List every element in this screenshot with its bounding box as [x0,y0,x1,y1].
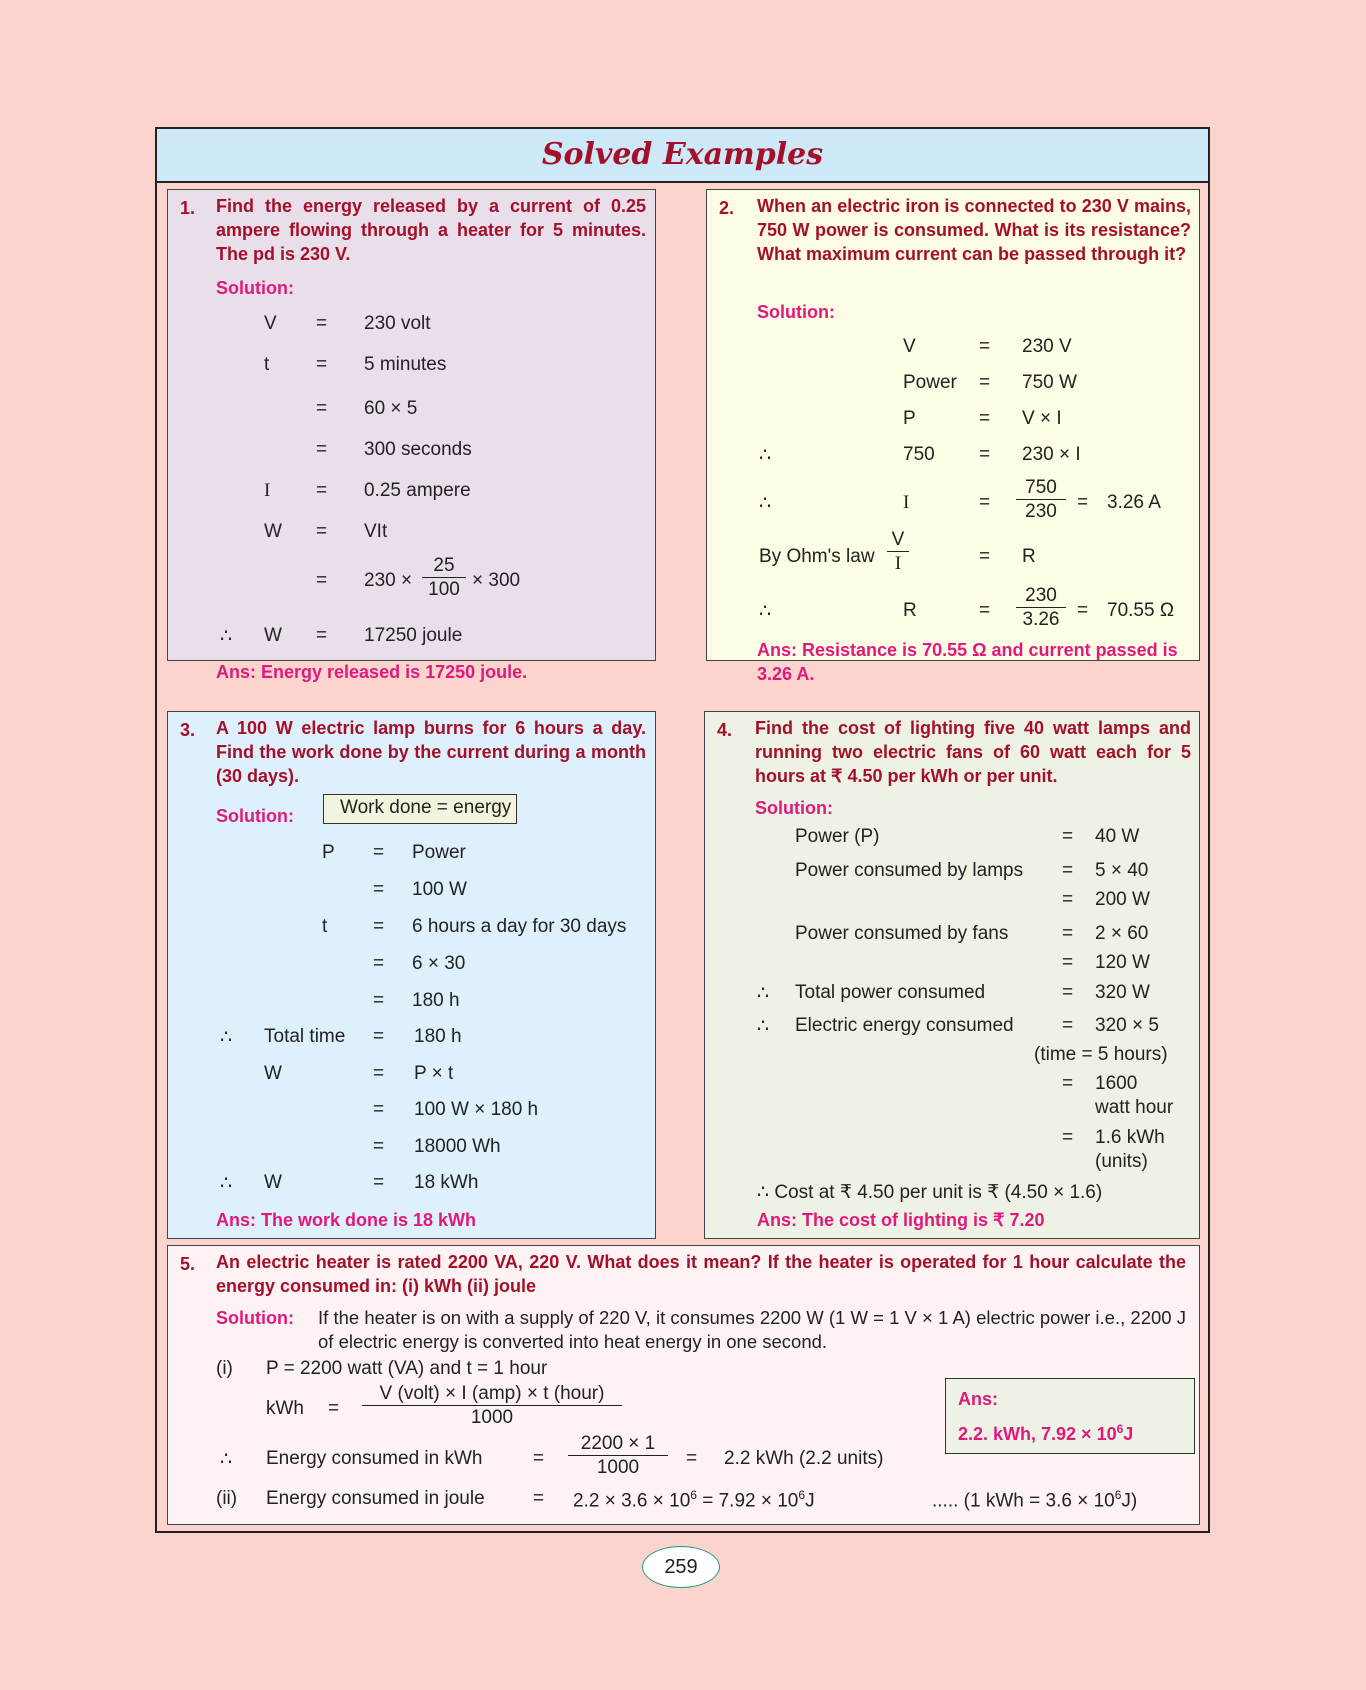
example-5-number: 5. [180,1254,196,1274]
ex1-row-rhs: 5 minutes [364,354,447,375]
ex5-energy-kwh-lhs: Energy consumed in kWh [266,1448,483,1469]
ex5-part-ii-eq: = [533,1488,545,1509]
ex2-row-eq: = [979,336,991,357]
therefore-symbol: ∴ [757,1016,770,1037]
ex4-row-rhs: 2 × 60 [1095,923,1149,944]
example-3-question: A 100 W electric lamp burns for 6 hours a day. Find the work done by the current during a month (30 days). [216,718,646,786]
ex5-part-ii-expr3: J [805,1490,815,1512]
ex4-row-lhs: Power (P) [795,826,880,847]
ex1-row-rhs: 230 volt [364,313,431,334]
ex1-row-lhs: V [264,313,277,334]
ex3-row-rhs: 180 h [412,990,460,1011]
ex1-frac-den: 100 [428,579,460,600]
ex2-row-eq: = [979,408,991,429]
ex1-row-eq: = [316,439,328,460]
therefore-symbol: ∴ [759,445,772,466]
ex3-total-time-eq: = [373,1026,385,1047]
example-2-box [706,189,1200,684]
ex2-current-fraction [1016,476,1066,523]
ex1-row-rhs: 60 × 5 [364,398,418,419]
example-4-box [704,711,1200,1239]
ex5-part-ii-note-exp: 6 [1114,1488,1122,1502]
ex5-answer-box [945,1378,1195,1454]
example-4-answer: Ans: The cost of lighting is ₹ 7.20 [757,1210,1045,1230]
page-title: Solved Examples [541,137,824,172]
ex2-row-lhs: P [903,408,916,429]
ex4-row-lhs: Power consumed by fans [795,923,1009,944]
ex3-row-eq: = [373,842,385,863]
ex5-part-ii-note2: J) [1121,1490,1138,1512]
ex5-part-ii-note [932,1488,1137,1512]
ex4-time-note: (time = 5 hours) [1034,1044,1168,1065]
example-2-solution-label: Solution: [757,302,835,322]
ex3-row-eq: = [373,953,385,974]
ex2-row-rhs: 750 W [1022,372,1077,393]
ex4-row-eq: = [1062,1015,1074,1036]
ex5-kwh-den: 1000 [470,1407,514,1428]
ex1-row-lhs: I [264,480,271,501]
ex1-frac-eq: = [316,570,328,591]
ex2-ohm-eq: = [979,546,991,567]
ex5-part-i-text: P = 2200 watt (VA) and t = 1 hour [266,1358,548,1379]
ex5-answer-label: Ans: [958,1389,998,1409]
example-3-answer: Ans: The work done is 18 kWh [216,1210,477,1230]
example-3-box [167,711,656,1239]
ex2-ohm-num: V [887,528,909,552]
ex3-row-rhs: 100 W [412,879,467,900]
ex2-row-eq: = [979,444,991,465]
ex2-row-lhs: Power [903,372,957,393]
ex3-work-lhs: W [264,1063,282,1084]
therefore-symbol: ∴ [757,983,770,1004]
ex2-resist-den: 3.26 [1022,609,1060,630]
ex5-part-ii-exp2: 6 [798,1488,806,1502]
ex4-row-eq: = [1062,952,1074,973]
ex2-resist-result: 70.55 Ω [1107,600,1175,621]
ex3-total-time-rhs: 180 h [414,1026,462,1047]
ex1-row-eq: = [316,480,328,501]
ex3-row-rhs: 6 × 30 [412,953,466,974]
ex5-part-ii-expr2: = 7.92 × 10 [702,1490,799,1512]
page-number: 259 [642,1546,720,1588]
ex5-energy-kwh-num: 2200 × 1 [568,1432,668,1456]
ex2-resist-fraction [1016,584,1066,631]
ex3-work-eq: = [373,1172,385,1193]
ex4-energy2-eq: = [1062,1127,1074,1148]
solved-examples-frame [155,127,1210,1533]
example-1-answer: Ans: Energy released is 17250 joule. [216,662,528,682]
ex3-work-rhs: P × t [414,1063,454,1084]
ex5-kwh-lhs: kWh [266,1398,304,1419]
ex4-row-lhs: Total power consumed [795,982,986,1003]
ex5-energy-kwh-result: 2.2 kWh (2.2 units) [724,1448,884,1469]
ex3-work-eq: = [373,1136,385,1157]
ex1-frac-post: × 300 [472,570,521,591]
example-5-box [167,1245,1200,1525]
example-4-number: 4. [717,720,733,740]
example-2-question: When an electric iron is connected to 230 V mains, 750 W power is consumed. What is its resistance? What maximum current can be passed through it? [757,196,1191,264]
ex5-part-ii-label: (ii) [216,1488,238,1509]
ex3-work-lhs: W [264,1172,282,1193]
ex4-energy2-rhs: 1.6 kWh [1095,1127,1165,1148]
ex3-work-rhs: 18000 Wh [414,1136,501,1157]
ex4-row-eq: = [1062,860,1074,881]
ex2-row-lhs: V [903,336,916,357]
ex5-answer-text: 2.2. kWh, 7.92 × 10 [958,1424,1117,1444]
ex4-energy1-unit: watt hour [1095,1097,1174,1118]
ex5-part-ii-note1: ..... (1 kWh = 3.6 × 10 [932,1490,1115,1512]
ex2-ohm-den: I [894,553,902,574]
therefore-symbol: ∴ [759,493,772,514]
ex4-row-eq: = [1062,923,1074,944]
ex2-row-eq: = [979,372,991,393]
ex1-row-rhs: 0.25 ampere [364,480,471,501]
example-3-solution-label: Solution: [216,806,294,826]
ex1-frac-pre: 230 × [364,570,413,591]
ex5-energy-kwh-den: 1000 [596,1457,640,1478]
ex2-ohm-fraction [887,528,909,575]
ex3-work-rhs: 100 W × 180 h [414,1099,539,1120]
example-1-question: Find the energy released by a current of 0.25 ampere flowing through a heater for 5 minutes. The pd is 230 V. [216,196,646,264]
ex4-energy1-eq: = [1062,1073,1074,1094]
example-5-solution-text: If the heater is on with a supply of 220 V, it consumes 2200 W (1 W = 1 V × 1 A) electric power i.e., 2200 J of electric energy is converted into heat energy in one second. [318,1307,1186,1352]
ex4-row-rhs: 200 W [1095,889,1150,910]
ex1-row-rhs: 300 seconds [364,439,472,460]
ex3-row-lhs: t [322,916,328,937]
example-1-number: 1. [180,198,196,218]
therefore-symbol: ∴ [220,1173,233,1194]
ex3-boxed-statement: Work done = energy [323,794,517,824]
ex2-row-rhs: 230 × I [1022,444,1081,465]
ex1-row-lhs: t [264,354,270,375]
ex1-row-eq: = [316,521,328,542]
ex1-row-eq: = [316,354,328,375]
ex2-row-lhs: 750 [903,444,935,465]
ex2-current-num: 750 [1016,476,1066,500]
ex2-current-eq: = [979,492,991,513]
ex5-part-i-label: (i) [216,1358,233,1379]
ex5-answer-exp: 6 [1116,1422,1124,1436]
ex3-row-eq: = [373,990,385,1011]
ex1-final-rhs: 17250 joule [364,625,463,646]
ex3-row-eq: = [373,916,385,937]
ex4-energy2-unit: (units) [1095,1151,1148,1172]
ex3-total-time-lhs: Total time [264,1026,346,1047]
ex2-resist-num: 230 [1016,584,1066,608]
ex1-final-lhs: W [264,625,282,646]
example-2-number: 2. [719,198,735,218]
therefore-symbol: ∴ [220,1027,233,1048]
ex2-row-rhs: 230 V [1022,336,1072,357]
ex5-kwh-fraction [362,1382,622,1429]
ex4-row-lhs: Electric energy consumed [795,1015,1014,1036]
ex2-resist-eq: = [979,600,991,621]
ex1-frac-num: 25 [422,554,466,578]
ex4-row-rhs: 320 × 5 [1095,1015,1159,1036]
example-5-solution-label: Solution: [216,1308,294,1328]
ex5-energy-kwh-fraction [568,1432,668,1479]
ex5-part-ii-exp1: 6 [690,1488,697,1502]
ex1-final-eq: = [316,625,328,646]
ex2-current-den: 230 [1025,501,1057,522]
example-5-question: An electric heater is rated 2200 VA, 220 V. What does it mean? If the heater is operated for 1 hour calculate the energy consumed in: (i) kWh (ii) joule [216,1252,1186,1296]
ex4-row-lhs: Power consumed by lamps [795,860,1024,881]
title-bar [157,129,1208,183]
therefore-symbol: ∴ [220,1449,233,1470]
ex4-row-eq: = [1062,826,1074,847]
therefore-symbol: ∴ [759,601,772,622]
example-4-question: Find the cost of lighting five 40 watt lamps and running two electric fans of 60 watt each for 5 hours at ₹ 4.50 per kWh or per unit. [755,718,1191,786]
ex3-row-lhs: P [322,842,335,863]
ex2-current-eq2: = [1077,492,1089,513]
ex5-part-ii-lhs: Energy consumed in joule [266,1488,485,1509]
ex2-row-rhs: V × I [1022,408,1062,429]
ex1-row-rhs: VIt [364,521,388,542]
ex3-work-rhs: 18 kWh [414,1172,479,1193]
ex1-row-lhs: W [264,521,282,542]
ex3-row-eq: = [373,879,385,900]
ex2-ohm-label: By Ohm's law [759,546,875,567]
ex4-row-rhs: 5 × 40 [1095,860,1149,881]
ex1-row-eq: = [316,313,328,334]
ex1-row-eq: = [316,398,328,419]
ex4-row-eq: = [1062,889,1074,910]
ex5-part-ii-expr1: 2.2 × 3.6 × 10 [573,1490,691,1512]
ex2-current-lhs: I [903,492,910,513]
ex3-work-eq: = [373,1063,385,1084]
example-1-box [167,189,656,682]
ex3-work-eq: = [373,1099,385,1120]
ex5-energy-kwh-eq2: = [686,1448,698,1469]
ex2-ohm-rhs: R [1022,546,1036,567]
ex5-kwh-num: V (volt) × I (amp) × t (hour) [362,1382,622,1406]
example-2-answer: Ans: Resistance is 70.55 Ω and current passed is 3.26 A. [757,640,1178,684]
ex4-cost-line: ∴ Cost at ₹ 4.50 per unit is ₹ (4.50 × 1.6) [757,1182,1103,1203]
therefore-symbol: ∴ [220,626,233,647]
ex1-fraction [422,554,466,601]
example-1-solution-label: Solution: [216,278,294,298]
ex4-row-eq: = [1062,982,1074,1003]
ex2-current-result: 3.26 A [1107,492,1161,513]
ex4-row-rhs: 120 W [1095,952,1150,973]
example-3-number: 3. [180,720,196,740]
ex4-energy1-rhs: 1600 [1095,1073,1138,1094]
ex4-row-rhs: 320 W [1095,982,1150,1003]
ex2-resist-lhs: R [903,600,917,621]
ex5-answer-unit: J [1123,1424,1134,1444]
ex5-answer-value [958,1417,1133,1446]
ex3-row-rhs: 6 hours a day for 30 days [412,916,627,937]
ex3-row-rhs: Power [412,842,466,863]
ex2-resist-eq2: = [1077,600,1089,621]
example-4-solution-label: Solution: [755,798,833,818]
ex5-energy-kwh-eq: = [533,1448,545,1469]
ex5-kwh-eq: = [328,1398,340,1419]
ex4-row-rhs: 40 W [1095,826,1140,847]
ex5-part-ii-expression [573,1488,815,1512]
